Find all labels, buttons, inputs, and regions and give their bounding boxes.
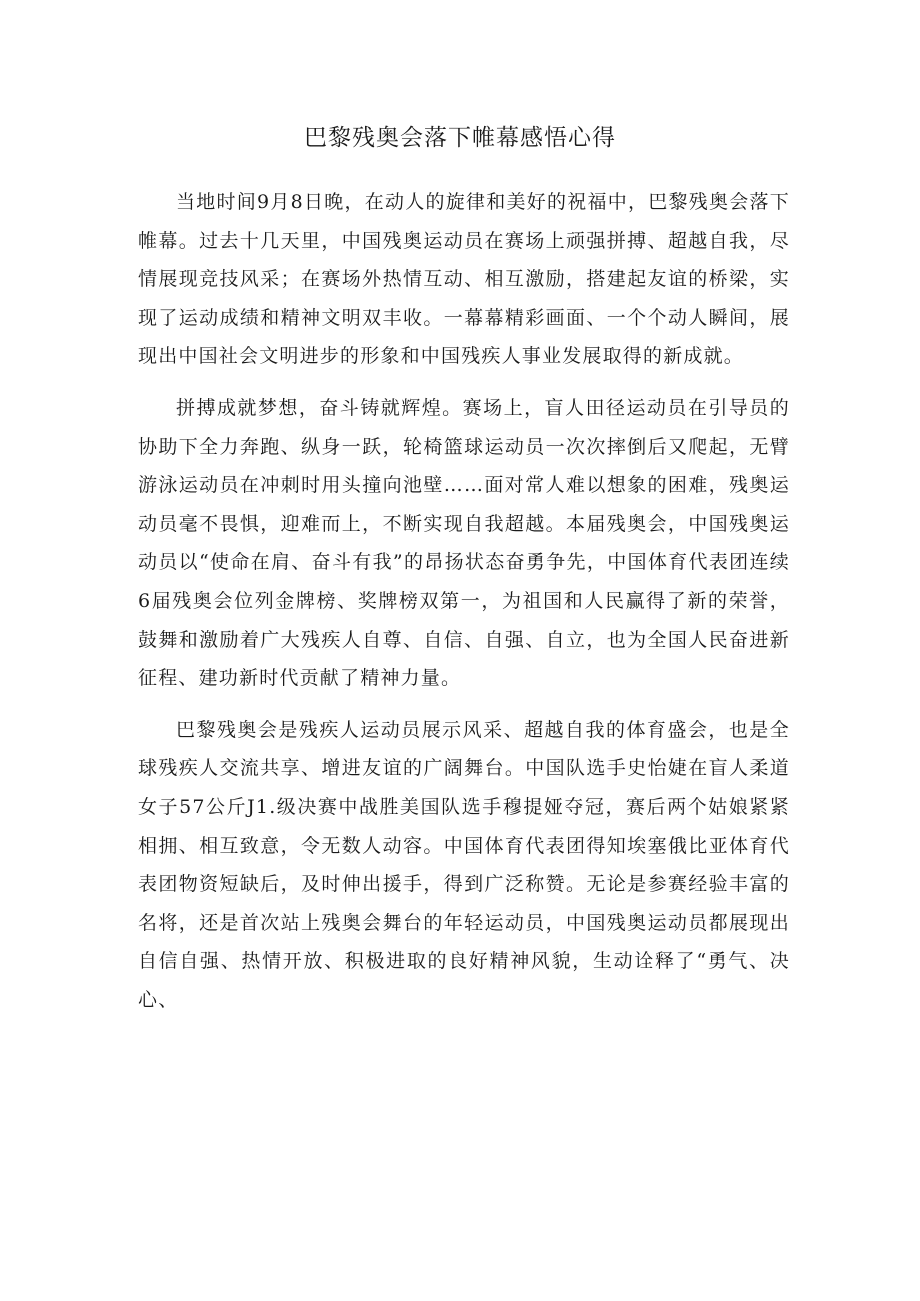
paragraph-2: 拼搏成就梦想，奋斗铸就辉煌。赛场上，盲人田径运动员在引导员的协助下全力奔跑、纵身一跃，轮椅篮球运动员一次次摔倒后又爬起，无臂游泳运动员在冲刺时用头撞向池壁……面对常人难以想象的困难，残奥运动员毫不畏惧，迎难而上，不断实现自我超越。本届残奥会，中国残奥运动员以“使命在肩、奋斗有我”的昂扬状态奋勇争先，中国体育代表团连续6届残奥会位列金牌榜、奖牌榜双第一，为祖国和人民赢得了新的荣誉，鼓舞和激励着广大残疾人自尊、自信、自强、自立，也为全国人民奋进新征程、建功新时代贡献了精神力量。	[138, 396, 790, 690]
paragraph-3: 巴黎残奥会是残疾人运动员展示风采、超越自我的体育盛会，也是全球残疾人交流共享、增进友谊的广阔舞台。中国队选手史怡婕在盲人柔道女子57公斤J1.级决赛中战胜美国队选手穆提娅夺冠，赛后两个姑娘紧紧相拥、相互致意，令无数人动容。中国体育代表团得知埃塞俄比亚体育代表团物资短缺后，及时伸出援手，得到广泛称赞。无论是参赛经验丰富的名将，还是首次站上残奥会舞台的年轻运动员，中国残奥运动员都展现出自信自强、热情开放、积极进取的良好精神风貌，生动诠释了“勇气、决心、	[138, 718, 790, 1011]
document-body	[138, 183, 790, 1032]
page-title: 巴黎残奥会落下帷幕感悟心得	[304, 125, 616, 151]
paragraph-1: 当地时间9月8日晚，在动人的旋律和美好的祝福中，巴黎残奥会落下帷幕。过去十几天里，中国残奥运动员在赛场上顽强拼搏、超越自我，尽情展现竞技风采；在赛场外热情互动、相互激励，搭建起友谊的桥梁，实现了运动成绩和精神文明双丰收。一幕幕精彩画面、一个个动人瞬间，展现出中国社会文明进步的形象和中国残疾人事业发展取得的新成就。	[138, 191, 790, 368]
